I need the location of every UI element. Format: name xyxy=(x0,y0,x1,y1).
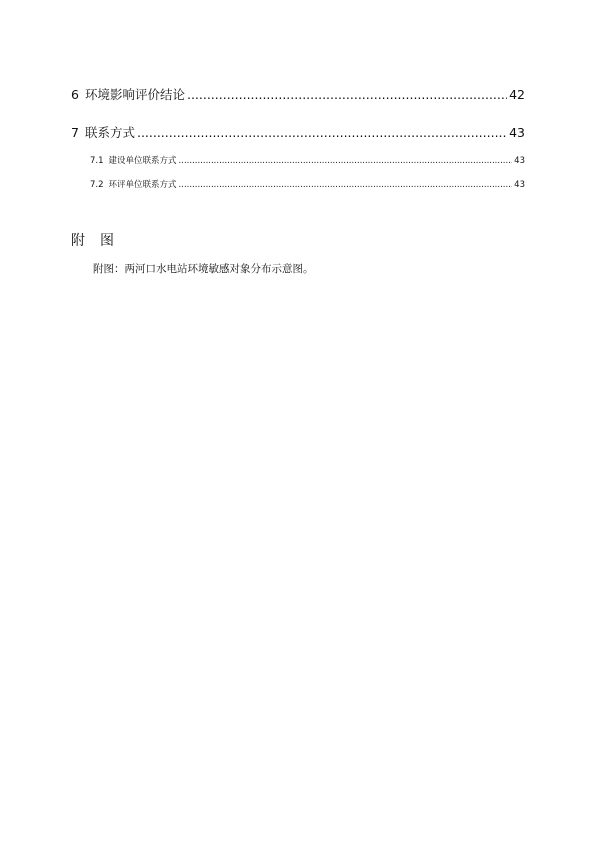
toc-entry-number: 7.2 xyxy=(90,180,104,190)
toc-page-number: 43 xyxy=(509,125,525,140)
toc-page-number: 43 xyxy=(514,156,525,166)
toc-dot-leader xyxy=(179,156,513,166)
toc-dot-leader xyxy=(187,87,507,102)
toc-dot-leader xyxy=(179,180,513,190)
toc-entry-number: 6 xyxy=(71,87,79,102)
toc-entry-number: 7 xyxy=(71,125,79,140)
toc-entry-number: 7.1 xyxy=(90,156,104,166)
toc-dot-leader xyxy=(137,125,507,140)
toc-entry-title: 环评单位联系方式 xyxy=(108,180,177,190)
toc-entry-title: 联系方式 xyxy=(84,125,135,140)
toc-entry-title: 建设单位联系方式 xyxy=(108,156,177,166)
toc-entry-7-1[interactable] xyxy=(90,154,525,166)
toc-page-number: 42 xyxy=(509,87,525,102)
toc-page-number: 43 xyxy=(514,180,525,190)
appendix-heading: 附图 xyxy=(71,233,129,249)
toc-entry-6[interactable] xyxy=(71,85,525,103)
toc-entry-7-2[interactable] xyxy=(90,178,525,190)
toc-entry-7[interactable] xyxy=(71,123,525,141)
toc-entry-title: 环境影响评价结论 xyxy=(84,87,185,102)
appendix-item: 附图：两河口水电站环境敏感对象分布示意图。 xyxy=(93,263,314,275)
